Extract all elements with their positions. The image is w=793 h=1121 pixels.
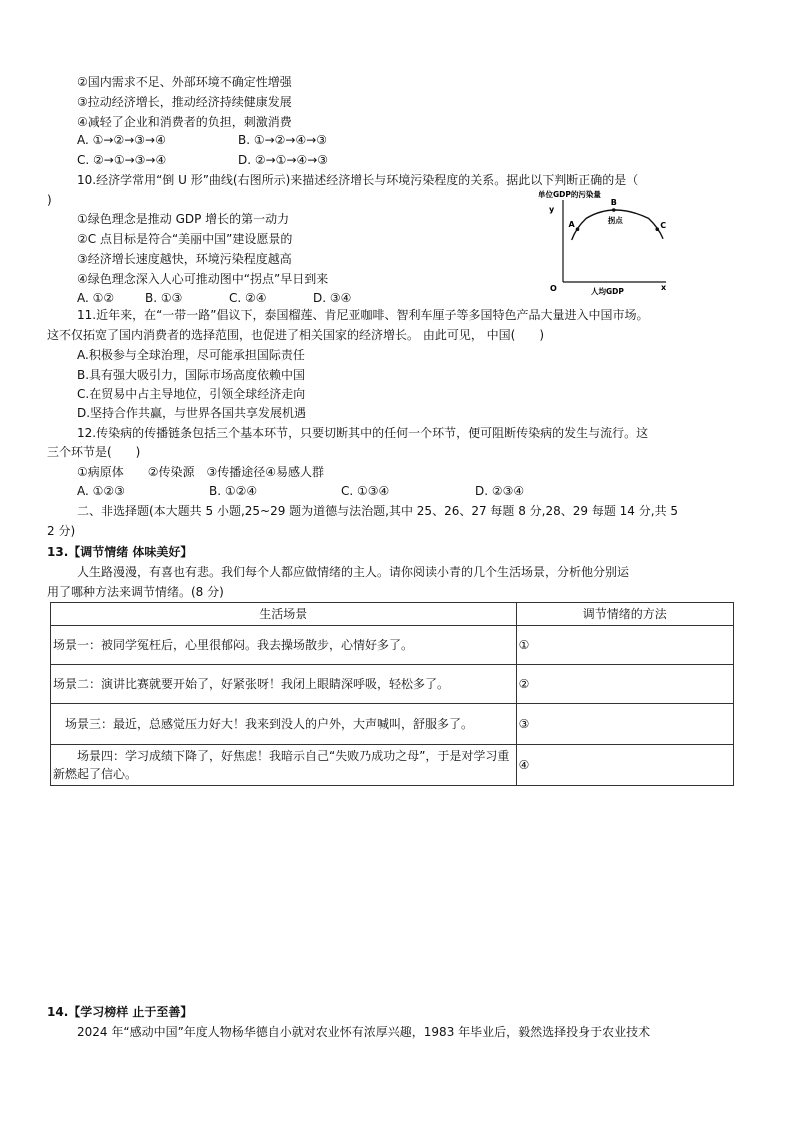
q12-stem-1: 12.传染病的传播链条包括三个基本环节，只要切断其中的任何一个环节，便可阻断传染病的发生与流行。这 (77, 426, 649, 440)
q13-intro-1: 人生路漫漫，有喜也有悲。我们每个人都应做情绪的主人。请你阅读小青的几个生活场景，分析他分别运 (77, 565, 630, 579)
q12-option-b: B. ①②④ (209, 484, 258, 498)
table-header-row (51, 603, 734, 626)
q10-option-c: C. ②④ (229, 291, 267, 305)
inverted-u-curve-chart (536, 188, 696, 298)
table-row (51, 665, 734, 704)
q11-stem-1: 11.近年来，在“一带一路”倡议下，泰国榴莲、肯尼亚咖啡、智利车厘子等多国特色产品大量进入中国市场。 (77, 308, 649, 322)
q10-option-d: D. ③④ (313, 291, 352, 305)
q9-option-a: A. ①→②→③→④ (77, 133, 166, 147)
q10-item-4: ④绿色理念深入人心可推动图中“拐点”早日到来 (77, 272, 329, 286)
header-scene: 生活场景 (51, 603, 517, 626)
chart-title: 单位GDP的污染量 (538, 190, 601, 199)
q9-option-c: C. ②→①→③→④ (77, 153, 167, 167)
scene-cell: 场景三：最近，总感觉压力好大！我来到没人的户外，大声喊叫，舒服多了。 (51, 704, 517, 745)
q11-option-a: A.积极参与全球治理，尽可能承担国际责任 (77, 348, 305, 362)
q12-items: ①病原体 ②传染源 ③传播途径④易感人群 (77, 465, 325, 479)
q10-item-1: ①绿色理念是推动 GDP 增长的第一动力 (77, 212, 290, 226)
scene-cell: 场景四：学习成绩下降了，好焦虑！我暗示自己“失败乃成功之母”，于是对学习重新燃起了信心。 (51, 745, 517, 786)
table-row (51, 704, 734, 745)
point-label-b: B (610, 198, 617, 207)
q10-item-3: ③经济增长速度越快，环境污染程度越高 (77, 252, 292, 266)
x-axis-label: 人均GDP (591, 287, 624, 296)
point-a (576, 227, 580, 231)
q13-intro-2: 用了哪种方法来调节情绪。(8 分) (47, 585, 224, 599)
point-label-a: A (568, 220, 575, 230)
method-answer-cell[interactable]: ② (516, 665, 733, 704)
q11-stem-2: 这不仅拓宽了国内消费者的选择范围，也促进了相关国家的经济增长。 由此可见， 中国( ) (47, 328, 544, 342)
method-answer-cell[interactable]: ③ (516, 704, 733, 745)
q9-statement-2: ②国内需求不足、外部环境不确定性增强 (77, 75, 292, 89)
q10-option-a: A. ①② (77, 291, 115, 305)
point-label-c: C (660, 221, 667, 231)
table-row (51, 626, 734, 665)
q13-title: 13.【调节情绪 体味美好】 (47, 545, 193, 559)
emotion-scene-table (50, 602, 734, 786)
origin-label: O (550, 284, 557, 293)
q11-option-c: C.在贸易中占主导地位，引领全球经济走向 (77, 387, 306, 401)
header-method: 调节情绪的方法 (516, 603, 733, 626)
scene-cell: 场景二：演讲比赛就要开始了，好紧张呀！我闭上眼睛深呼吸，轻松多了。 (51, 665, 517, 704)
q11-option-b: B.具有强大吸引力，国际市场高度依赖中国 (77, 368, 306, 382)
q10-stem: 10.经济学常用“倒 U 形”曲线(右图所示)来描述经济增长与环境污染程度的关系。据此以下判断正确的是（ (77, 173, 639, 187)
turning-point-label: 拐点 (607, 216, 623, 225)
q9-statement-3: ③拉动经济增长，推动经济持续健康发展 (77, 95, 292, 109)
q9-statement-4: ④减轻了企业和消费者的负担，刺激消费 (77, 115, 292, 129)
x-axis-symbol: x (661, 283, 667, 292)
q10-stem-end: ) (47, 193, 52, 207)
q10-option-b: B. ①③ (145, 291, 183, 305)
part2-instructions: 二、非选择题(本大题共 5 小题,25~29 题为道德与法治题,其中 25、26、27 每题 8 分,28、29 每题 14 分,共 5 (77, 504, 679, 518)
q11-option-d: D.坚持合作共赢，与世界各国共享发展机遇 (77, 406, 307, 420)
q9-option-b: B. ①→②→④→③ (238, 133, 328, 147)
scene-cell: 场景一：被同学冤枉后，心里很郁闷。我去操场散步，心情好多了。 (51, 626, 517, 665)
curve-line (572, 210, 663, 240)
method-answer-cell[interactable]: ① (516, 626, 733, 665)
q12-option-a: A. ①②③ (77, 484, 125, 498)
q12-option-c: C. ①③④ (341, 484, 390, 498)
q14-title: 14.【学习榜样 止于至善】 (47, 1005, 193, 1019)
q10-item-2: ②C 点目标是符合“美丽中国”建设愿景的 (77, 232, 293, 246)
q14-intro: 2024 年“感动中国”年度人物杨华德自小就对农业怀有浓厚兴趣，1983 年毕业后，毅然选择投身于农业技术 (77, 1025, 651, 1039)
part2-instructions-end: 2 分) (47, 524, 76, 538)
point-b (612, 208, 616, 212)
q12-option-d: D. ②③④ (475, 484, 525, 498)
table-row (51, 745, 734, 786)
point-c (655, 227, 659, 231)
q9-option-d: D. ②→①→④→③ (238, 153, 329, 167)
y-axis-symbol: y (549, 205, 555, 214)
q12-stem-2: 三个环节是( ) (47, 445, 141, 459)
method-answer-cell[interactable]: ④ (516, 745, 733, 786)
